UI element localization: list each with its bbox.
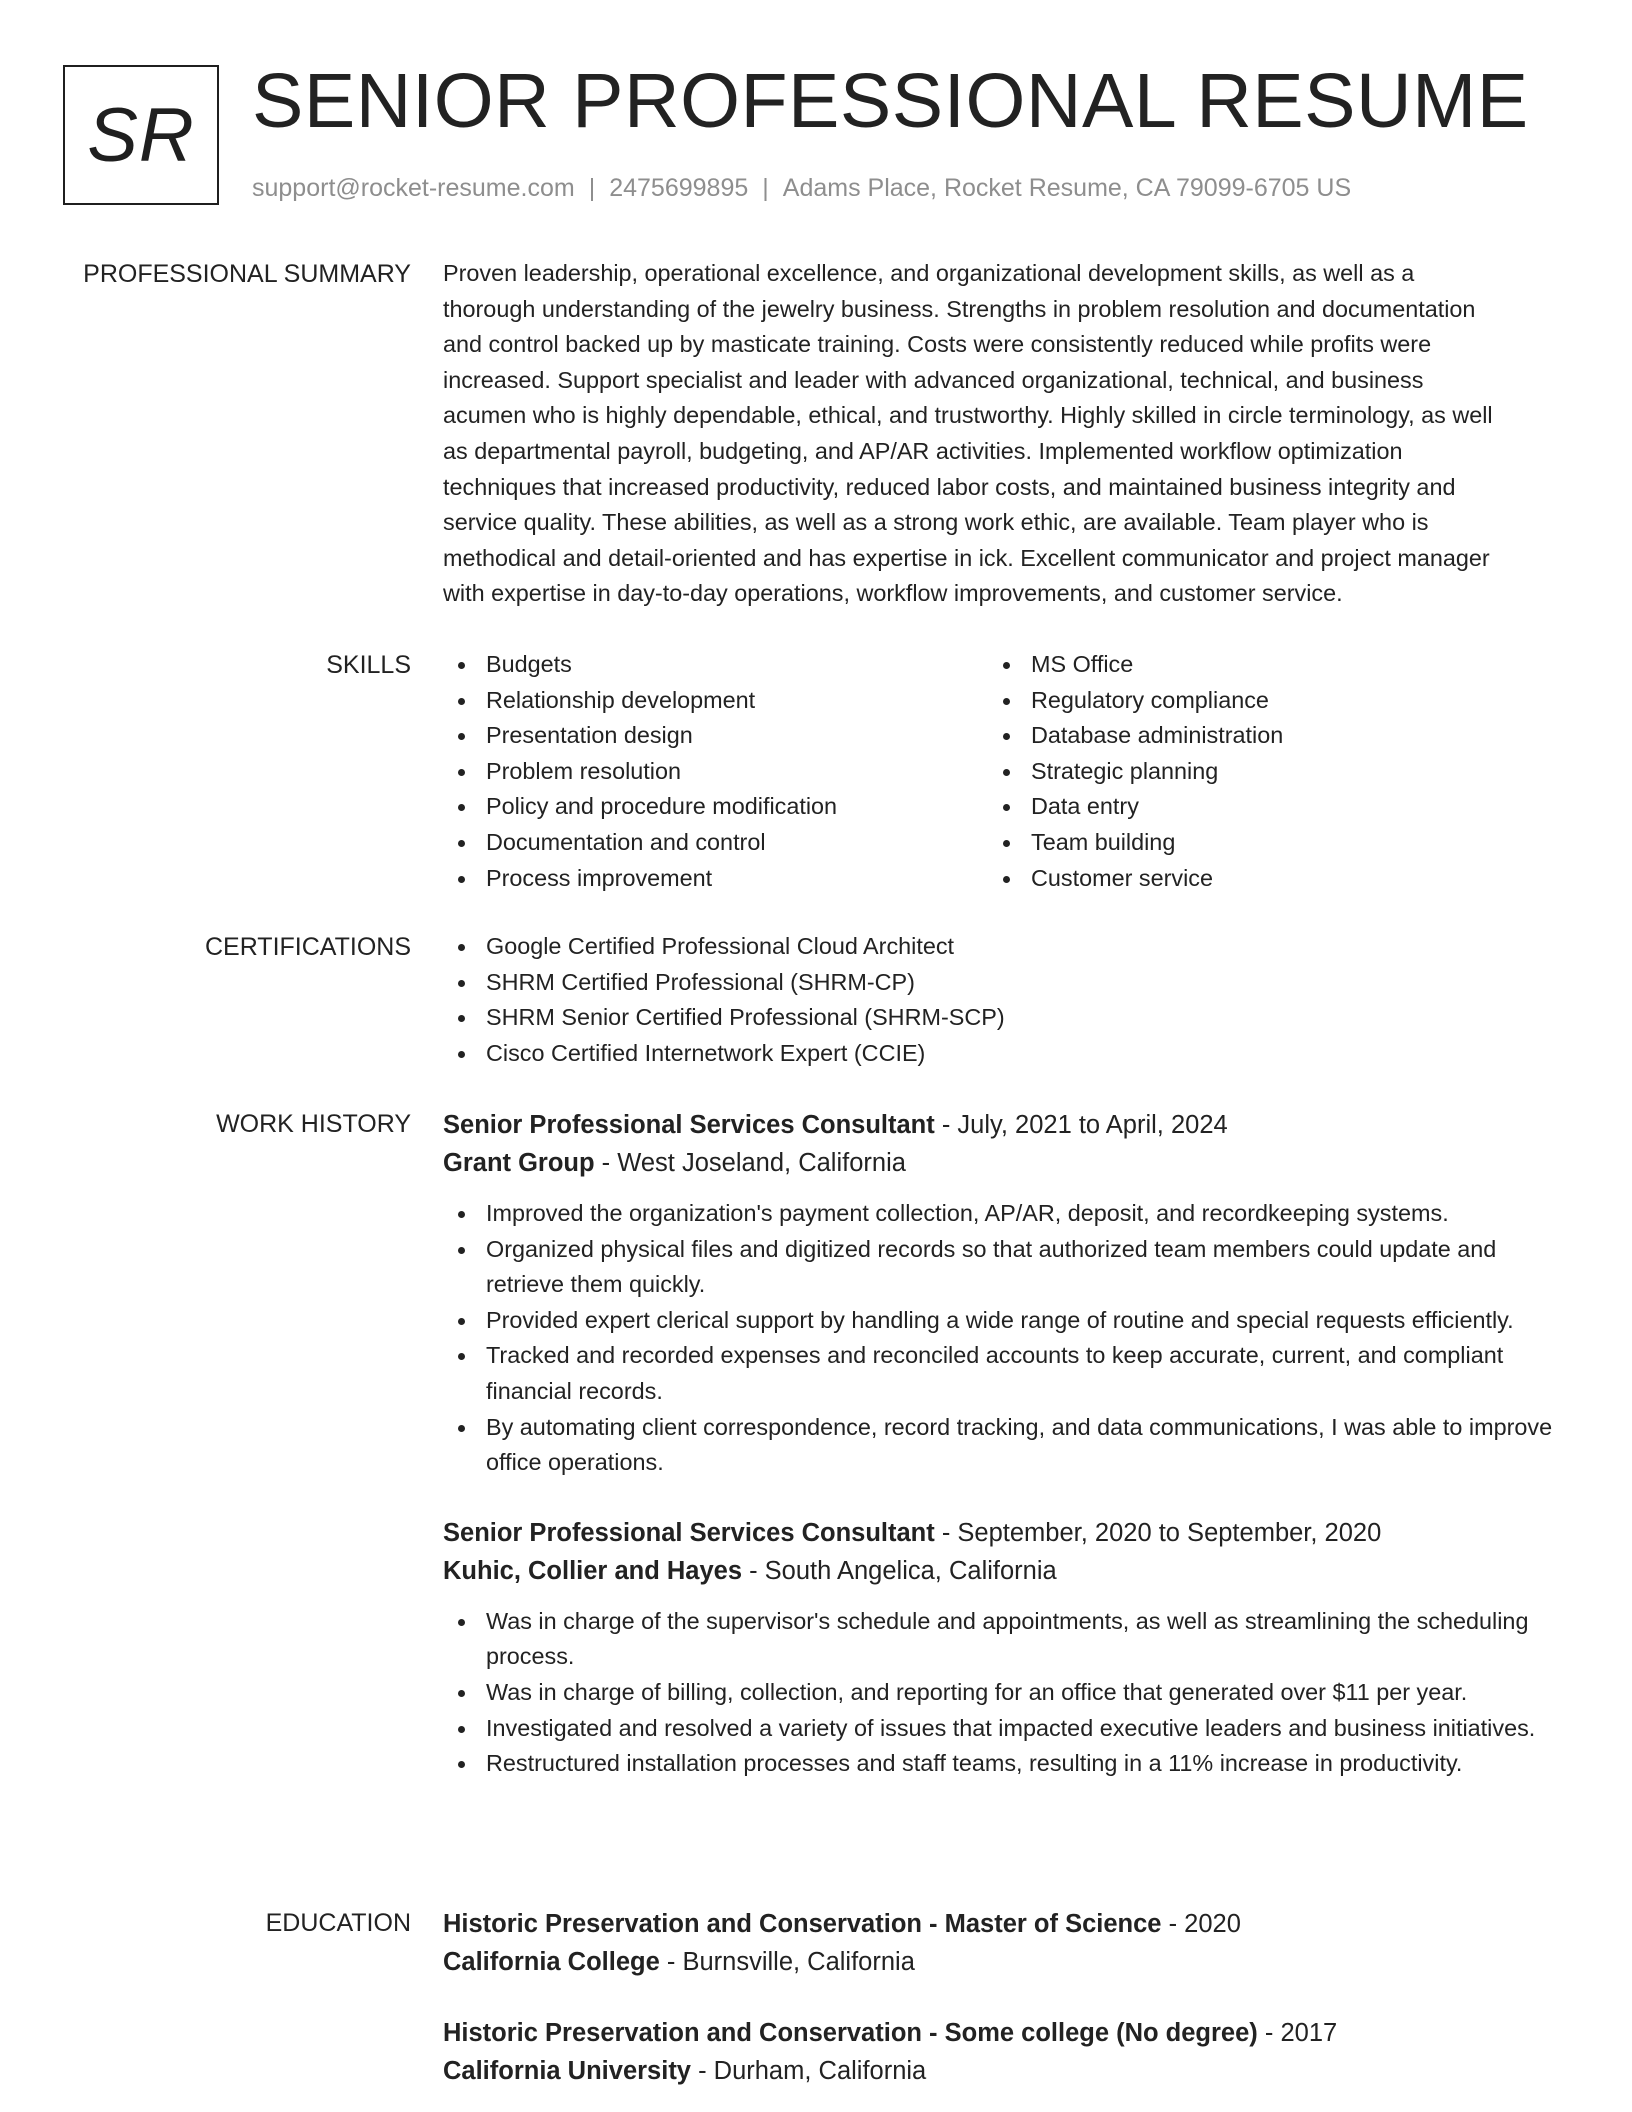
skill-item: Strategic planning (988, 754, 1533, 790)
job-bullets (443, 1196, 1553, 1481)
education-year: - 2020 (1161, 1910, 1241, 1938)
summary-content (443, 256, 1553, 612)
education-degree-line (443, 1905, 1553, 1943)
summary-line: techniques that increased productivity, reduced labor costs, and maintained business integrity and (443, 473, 1456, 500)
job-bullet: Was in charge of the supervisor's schedule and appointments, as well as streamlining the scheduling process. (443, 1604, 1553, 1675)
job-company: Kuhic, Collier and Hayes (443, 1556, 743, 1585)
education-entry (443, 2014, 1553, 2090)
skills-list-left (443, 647, 988, 896)
monogram-initials: SR (87, 92, 195, 178)
job-company-line (443, 1552, 1553, 1590)
skill-item: Policy and procedure modification (443, 789, 988, 825)
job-bullet: Was in charge of billing, collection, and reporting for an office that generated over $11 per year. (443, 1675, 1553, 1711)
contact-separator: | (588, 174, 596, 202)
job-bullet: Tracked and recorded expenses and reconciled accounts to keep accurate, current, and compliant financial records. (443, 1338, 1553, 1409)
job-bullet: Provided expert clerical support by handling a wide range of routine and special requests efficiently. (443, 1303, 1553, 1339)
summary-line: as departmental payroll, budgeting, and AP/AR activities. Implemented workflow optimization (443, 437, 1403, 464)
certifications-content (443, 929, 1553, 1071)
certification-item: SHRM Senior Certified Professional (SHRM-SCP) (443, 1000, 1553, 1036)
job-title-line (443, 1106, 1553, 1144)
summary-line: with expertise in day-to-day operations, workflow improvements, and customer service. (443, 580, 1343, 607)
job-bullet: By automating client correspondence, record tracking, and data communications, I was able to improve office operations. (443, 1410, 1553, 1481)
education-entry (443, 1905, 1553, 1981)
skill-item: Data entry (988, 789, 1533, 825)
education-content (443, 1905, 1553, 2090)
certification-item: SHRM Certified Professional (SHRM-CP) (443, 965, 1553, 1001)
summary-line: acumen who is highly dependable, ethical, and trustworthy. Highly skilled in circle terminology, as well (443, 402, 1493, 429)
job-company-line (443, 1144, 1553, 1182)
monogram-box (63, 65, 219, 205)
section-heading-summary: PROFESSIONAL SUMMARY (83, 260, 411, 288)
job-entry (443, 1106, 1553, 1481)
resume-title: SENIOR PROFESSIONAL RESUME (252, 58, 1529, 144)
section-heading-education: EDUCATION (265, 1909, 411, 1937)
education-degree: Historic Preservation and Conservation - Some college (No degree) (443, 2019, 1258, 2047)
skill-item: Team building (988, 825, 1533, 861)
job-bullet: Investigated and resolved a variety of issues that impacted executive leaders and business initiatives. (443, 1711, 1553, 1747)
skills-list-right (988, 647, 1533, 896)
job-entry (443, 1514, 1553, 1782)
work-history-content (443, 1106, 1553, 1782)
skill-item: MS Office (988, 647, 1533, 683)
education-year: - 2017 (1257, 2019, 1338, 2047)
section-heading-skills: SKILLS (326, 651, 411, 679)
certifications-list (443, 929, 1553, 1071)
section-heading-certifications: CERTIFICATIONS (204, 933, 411, 961)
education-school: California College (443, 1948, 660, 1976)
education-degree-line (443, 2014, 1553, 2052)
job-title-line (443, 1514, 1553, 1552)
skill-item: Relationship development (443, 683, 988, 719)
skill-item: Customer service (988, 861, 1533, 897)
skill-item: Database administration (988, 718, 1533, 754)
education-school-line (443, 1943, 1553, 1981)
certification-item: Cisco Certified Internetwork Expert (CCIE) (443, 1036, 1553, 1072)
job-bullets (443, 1604, 1553, 1782)
summary-line: service quality. These abilities, as well as a strong work ethic, are available. Team player who is (443, 509, 1429, 536)
education-school: California University (443, 2057, 691, 2085)
skills-content (443, 647, 1553, 896)
job-location: - South Angelica, California (742, 1556, 1057, 1585)
certification-item: Google Certified Professional Cloud Architect (443, 929, 1553, 965)
job-title: Senior Professional Services Consultant (443, 1518, 935, 1547)
skill-item: Presentation design (443, 718, 988, 754)
job-company: Grant Group (443, 1149, 595, 1177)
job-dates: - July, 2021 to April, 2024 (934, 1111, 1228, 1139)
job-dates: - September, 2020 to September, 2020 (934, 1518, 1382, 1547)
skill-item: Documentation and control (443, 825, 988, 861)
summary-line: methodical and detail-oriented and has expertise in ick. Excellent communicator and project manager (443, 544, 1490, 571)
skill-item: Budgets (443, 647, 988, 683)
contact-phone[interactable]: 2475699895 (609, 174, 749, 202)
contact-address: Adams Place, Rocket Resume, CA 79099-6705 US (782, 174, 1352, 202)
education-location: - Burnsville, California (659, 1948, 915, 1976)
skill-item: Regulatory compliance (988, 683, 1533, 719)
contact-line (252, 172, 1351, 204)
job-bullet: Improved the organization's payment collection, AP/AR, deposit, and recordkeeping systems. (443, 1196, 1553, 1232)
summary-line: thorough understanding of the jewelry business. Strengths in problem resolution and documentation (443, 295, 1476, 322)
skill-item: Problem resolution (443, 754, 988, 790)
education-degree: Historic Preservation and Conservation - Master of Science (443, 1910, 1162, 1938)
summary-line: increased. Support specialist and leader with advanced organizational, technical, and business (443, 366, 1424, 393)
summary-line: and control backed up by masticate training. Costs were consistently reduced while profits were (443, 331, 1432, 358)
education-school-line (443, 2052, 1553, 2090)
education-location: - Durham, California (691, 2057, 927, 2085)
job-bullet: Restructured installation processes and staff teams, resulting in a 11% increase in productivity. (443, 1746, 1553, 1782)
contact-separator: | (762, 174, 769, 202)
job-location: - West Joseland, California (594, 1149, 906, 1177)
job-bullet: Organized physical files and digitized records so that authorized team members could update and retrieve them quickly. (443, 1232, 1553, 1303)
contact-email[interactable]: support@rocket-resume.com (252, 174, 575, 202)
summary-line: Proven leadership, operational excellence, and organizational development skills, as well as a (443, 260, 1415, 286)
skill-item: Process improvement (443, 861, 988, 897)
section-heading-work-history: WORK HISTORY (216, 1110, 411, 1138)
job-title: Senior Professional Services Consultant (443, 1111, 935, 1139)
